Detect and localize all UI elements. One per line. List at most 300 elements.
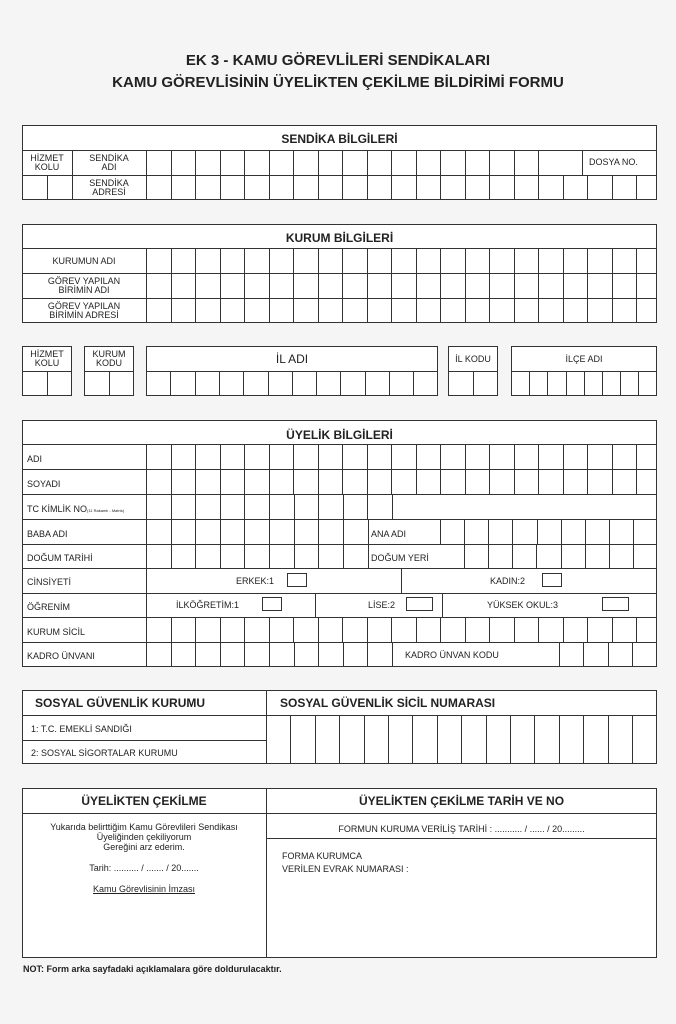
cell-divider [244,150,245,175]
cell-divider [636,273,637,298]
cell-divider [440,519,441,544]
birim-adi-input[interactable] [146,273,657,298]
kurum-header: KURUM BİLGİLERİ [285,231,394,245]
cell-divider [367,248,368,273]
cell-divider [269,617,270,642]
cell-divider [416,617,417,642]
cell-divider [538,273,539,298]
cell-divider [465,469,466,494]
ana-adi-label: ANA ADI [371,529,407,539]
cell-divider [367,150,368,175]
dogum-yeri-label: DOĞUM YERİ [371,553,429,563]
cell-divider [220,298,221,323]
cell-divider [343,494,344,519]
cell-divider [220,248,221,273]
cell-divider [269,298,270,323]
cell-divider [220,150,221,175]
cell-divider [342,175,343,200]
cell-divider [364,740,365,764]
form-title-line2: KAMU GÖREVLİSİNİN ÜYELİKTEN ÇEKİLME BİLDİRİMİ FORMU [112,74,564,91]
cell-divider [195,519,196,544]
sosyal-sicil-header: SOSYAL GÜVENLİK SİCİL NUMARASI [280,696,496,710]
cell-divider [195,544,196,568]
cell-divider [294,519,295,544]
cell-divider [195,617,196,642]
cell-divider [440,469,441,494]
cell-divider [440,248,441,273]
cell-divider [538,469,539,494]
yuksek-okul-checkbox[interactable] [602,597,629,611]
cell-divider [339,740,340,764]
sosyal-sicil-input-row1[interactable] [266,715,657,740]
sendika-adresi-input[interactable] [146,175,657,200]
cell-divider [587,469,588,494]
sendika-adi-input[interactable] [146,150,558,175]
cell-divider [489,175,490,200]
cell-divider [171,544,172,568]
cell-divider [220,617,221,642]
cell-divider [538,175,539,200]
cell-divider [391,617,392,642]
cell-divider [244,444,245,469]
cell-divider [612,273,613,298]
cell-divider [171,273,172,298]
cell-divider [514,469,515,494]
cekilme-statement: Yukarıda belirttiğim Kamu Görevlileri Sendikası Üyeliğinden çekiliyorum Gereğini arz ederim. [50,822,238,852]
cell-divider [632,642,633,667]
cell-divider [367,273,368,298]
cell-divider [636,469,637,494]
cell-divider [620,371,621,396]
kurumun-adi-label: KURUMUN ADI [52,256,116,266]
cell-divider [389,371,390,396]
cell-divider [315,715,316,740]
baba-adi-label: BABA ADI [27,529,68,539]
erkek-checkbox[interactable] [287,573,307,587]
cell-divider [636,298,637,323]
cell-divider [563,617,564,642]
cell-divider [636,617,637,642]
cell-divider [171,519,172,544]
cell-divider [563,248,564,273]
cell-divider [612,175,613,200]
cell-divider [269,469,270,494]
cell-divider [364,715,365,740]
cell-divider [171,469,172,494]
cell-divider [318,273,319,298]
sosyal-sicil-input-row2[interactable] [266,740,657,764]
cell-divider [290,715,291,740]
baba-adi-input[interactable] [146,519,368,544]
cell-divider [293,298,294,323]
cell-divider [269,150,270,175]
yuksek-okul-label: YÜKSEK OKUL:3 [487,600,559,610]
cell-divider [171,617,172,642]
adi-label: ADI [27,454,43,464]
kurum-sicil-label: KURUM SİCİL [27,627,86,637]
cell-divider [584,371,585,396]
cell-divider [391,175,392,200]
cell-divider [318,150,319,175]
cell-divider [538,248,539,273]
cell-divider [534,740,535,764]
cell-divider [609,519,610,544]
cell-divider [561,544,562,568]
cell-divider [318,298,319,323]
cell-divider [510,715,511,740]
cell-divider [244,469,245,494]
cell-divider [244,617,245,642]
lise-checkbox[interactable] [406,597,433,611]
cell-divider [220,642,221,667]
cell-divider [416,469,417,494]
cell-divider [534,715,535,740]
cell-divider [514,298,515,323]
kurumun-adi-input[interactable] [146,248,657,273]
cell-divider [412,740,413,764]
cell-divider [633,544,634,568]
cell-divider [465,248,466,273]
cell-divider [416,175,417,200]
cell-divider [587,273,588,298]
cell-divider [343,544,344,568]
cell-divider [220,469,221,494]
ogrenim-label: ÖĞRENİM [27,602,71,612]
tc-kimlik-input[interactable] [146,494,417,519]
cell-divider [489,248,490,273]
cell-divider [514,273,515,298]
cell-divider [437,740,438,764]
cell-divider [365,371,366,396]
dosya-no-label: DOSYA NO. [589,157,638,167]
cell-divider [633,519,634,544]
cell-divider [636,175,637,200]
cell-divider [416,150,417,175]
ilkogretim-checkbox[interactable] [262,597,282,611]
cell-divider [440,617,441,642]
cell-divider [391,444,392,469]
cell-divider [514,150,515,175]
cell-divider [563,175,564,200]
cell-divider [342,248,343,273]
cell-divider [612,444,613,469]
cell-divider [585,519,586,544]
cell-divider [602,371,603,396]
cell-divider [170,371,171,396]
soyadi-label: SOYADI [27,479,61,489]
cell-divider [244,248,245,273]
cell-divider [465,150,466,175]
cell-divider [318,469,319,494]
cell-divider [559,715,560,740]
cell-divider [489,298,490,323]
dogum-tarihi-label: DOĞUM TARİHİ [27,553,93,563]
cell-divider [195,469,196,494]
erkek-label: ERKEK:1 [236,576,275,586]
cell-divider [416,444,417,469]
cell-divider [583,715,584,740]
cell-divider [269,494,270,519]
cell-divider [367,617,368,642]
cell-divider [195,298,196,323]
cell-divider [440,150,441,175]
cell-divider [269,544,270,568]
cell-divider [293,273,294,298]
cell-divider [464,544,465,568]
cell-divider [538,617,539,642]
kurum-sicil-input[interactable] [146,617,657,642]
cell-divider [244,494,245,519]
cell-divider [391,273,392,298]
cell-divider [269,175,270,200]
cell-divider [290,740,291,764]
cell-divider [538,444,539,469]
soyadi-input[interactable] [146,469,657,494]
cell-divider [440,298,441,323]
cell-divider [632,715,633,740]
cell-divider [514,444,515,469]
cell-divider [318,444,319,469]
cell-divider [559,740,560,764]
cell-divider [294,494,295,519]
birim-adresi-input[interactable] [146,298,657,323]
emekli-sandigi-option: 1: T.C. EMEKLİ SANDIĞI [31,724,132,734]
cell-divider [510,740,511,764]
cell-divider [195,444,196,469]
uyelik-header: ÜYELİK BİLGİLERİ [286,428,393,442]
cell-divider [488,544,489,568]
cell-divider [608,740,609,764]
cell-divider [293,248,294,273]
cell-divider [171,494,172,519]
cell-divider [587,617,588,642]
cell-divider [566,371,567,396]
cell-divider [547,371,548,396]
cell-divider [269,642,270,667]
cell-divider [195,248,196,273]
cell-divider [367,444,368,469]
cell-divider [367,175,368,200]
cell-divider [220,544,221,568]
cell-divider [440,273,441,298]
cell-divider [367,469,368,494]
kadin-checkbox[interactable] [542,573,562,587]
cell-divider [342,444,343,469]
cell-divider [388,715,389,740]
il-kodu-label: İL KODU [455,354,491,364]
cell-divider [514,248,515,273]
cell-divider [244,298,245,323]
cell-divider [269,444,270,469]
form-title-line1: EK 3 - KAMU GÖREVLİLERİ SENDİKALARI [185,52,491,69]
cell-divider [486,715,487,740]
cell-divider [636,444,637,469]
cell-divider [171,248,172,273]
lise-label: LİSE:2 [368,600,396,610]
cell-divider [587,248,588,273]
cell-divider [608,642,609,667]
verilis-tarihi-line: FORMUN KURUMA VERİLİŞ TARİHİ : ........... / ...... / 20......... [338,824,585,834]
cell-divider [536,544,537,568]
cell-divider [609,544,610,568]
cell-divider [318,617,319,642]
cell-divider [293,150,294,175]
cell-divider [636,248,637,273]
ana-adi-input[interactable] [416,519,657,544]
ssk-option: 2: SOSYAL SİGORTALAR KURUMU [31,748,178,758]
cell-divider [413,371,414,396]
cell-divider [563,469,564,494]
cell-divider [465,175,466,200]
cell-divider [318,642,319,667]
cell-divider [342,469,343,494]
cell-divider [340,371,341,396]
evrak-label-2: VERİLEN EVRAK NUMARASI : [282,864,409,874]
cell-divider [638,371,639,396]
ilkogretim-label: İLKÖĞRETİM:1 [176,600,240,610]
cell-divider [171,150,172,175]
cell-divider [244,175,245,200]
cell-divider [269,273,270,298]
cell-divider [244,519,245,544]
cell-divider [294,642,295,667]
cell-divider [587,298,588,323]
cell-divider [561,519,562,544]
cell-divider [342,617,343,642]
birim-adresi-label: GÖREV YAPILAN BİRİMİN ADRESİ [47,301,121,320]
hizmet-kolu-label: HİZMET KOLU [30,349,64,368]
cell-divider [195,175,196,200]
cell-divider [391,469,392,494]
cell-divider [412,715,413,740]
cell-divider [195,273,196,298]
kadro-unvani-label: KADRO ÜNVANI [27,651,95,661]
dogum-yeri-input[interactable] [440,544,657,568]
kadro-unvan-kodu-input[interactable] [534,642,657,667]
cell-divider [538,150,539,175]
cell-divider [195,494,196,519]
cell-divider [220,175,221,200]
cell-divider [512,519,513,544]
cinsiyeti-label: CİNSİYETİ [27,577,72,587]
cell-divider [318,175,319,200]
cell-divider [489,444,490,469]
cell-divider [461,715,462,740]
kurum-kodu-label: KURUM KODU [92,349,126,368]
cell-divider [632,740,633,764]
cell-divider [342,298,343,323]
kadro-unvani-input[interactable] [146,642,392,667]
cell-divider [391,298,392,323]
cell-divider [318,494,319,519]
footer-note: NOT: Form arka sayfadaki açıklamalara göre doldurulacaktır. [23,964,282,974]
cell-divider [587,444,588,469]
il-adi-label: İL ADI [275,352,309,366]
birim-adi-label: GÖREV YAPILAN BİRİMİN ADI [47,276,121,295]
cell-divider [293,175,294,200]
cell-divider [391,248,392,273]
dogum-tarihi-input[interactable] [146,544,368,568]
cell-divider [342,150,343,175]
cell-divider [219,371,220,396]
adi-input[interactable] [146,444,657,469]
cell-divider [538,298,539,323]
cell-divider [486,740,487,764]
cell-divider [367,642,368,667]
cell-divider [416,273,417,298]
cell-divider [342,273,343,298]
cekilme-left-header: ÜYELİKTEN ÇEKİLME [81,794,207,808]
cell-divider [489,150,490,175]
sendika-adi-label: SENDİKA ADI [89,153,129,172]
cell-divider [293,444,294,469]
cell-divider [318,544,319,568]
cell-divider [612,298,613,323]
cell-divider [195,371,196,396]
cell-divider [195,642,196,667]
cell-divider [489,469,490,494]
cell-divider [465,298,466,323]
sosyal-kurum-header: SOSYAL GÜVENLİK KURUMU [35,696,206,710]
imza-label: Kamu Görevlisinin İmzası [92,884,196,894]
sendika-header: SENDİKA BİLGİLERİ [281,132,398,146]
cell-divider [512,544,513,568]
kadro-unvan-kodu-label: KADRO ÜNVAN KODU [405,650,499,660]
cell-divider [220,519,221,544]
cell-divider [343,519,344,544]
il-adi-input[interactable] [146,371,438,396]
cell-divider [440,444,441,469]
tarih-line: Tarih: .......... / ....... / 20....... [89,863,199,873]
cell-divider [465,617,466,642]
cell-divider [292,371,293,396]
cell-divider [612,248,613,273]
evrak-label-1: FORMA KURUMCA [282,851,363,861]
cell-divider [563,298,564,323]
ilce-adi-input[interactable] [511,371,657,396]
cell-divider [244,544,245,568]
cell-divider [171,175,172,200]
cell-divider [465,444,466,469]
cell-divider [608,715,609,740]
tc-kimlik-label: TC KİMLİK NO(11 Rakamlı - Matris) [27,504,125,514]
cell-divider [294,544,295,568]
cell-divider [171,642,172,667]
cell-divider [318,248,319,273]
cell-divider [461,740,462,764]
cell-divider [367,298,368,323]
cell-divider [514,175,515,200]
cell-divider [244,642,245,667]
cell-divider [489,617,490,642]
cell-divider [171,298,172,323]
cell-divider [612,469,613,494]
cell-divider [293,469,294,494]
cell-divider [612,617,613,642]
kadin-label: KADIN:2 [490,576,526,586]
cell-divider [316,371,317,396]
cell-divider [220,273,221,298]
cell-divider [339,715,340,740]
cell-divider [489,273,490,298]
cell-divider [293,617,294,642]
cell-divider [587,175,588,200]
cell-divider [585,544,586,568]
cell-divider [388,740,389,764]
cell-divider [343,642,344,667]
cell-divider [269,248,270,273]
cell-divider [583,740,584,764]
